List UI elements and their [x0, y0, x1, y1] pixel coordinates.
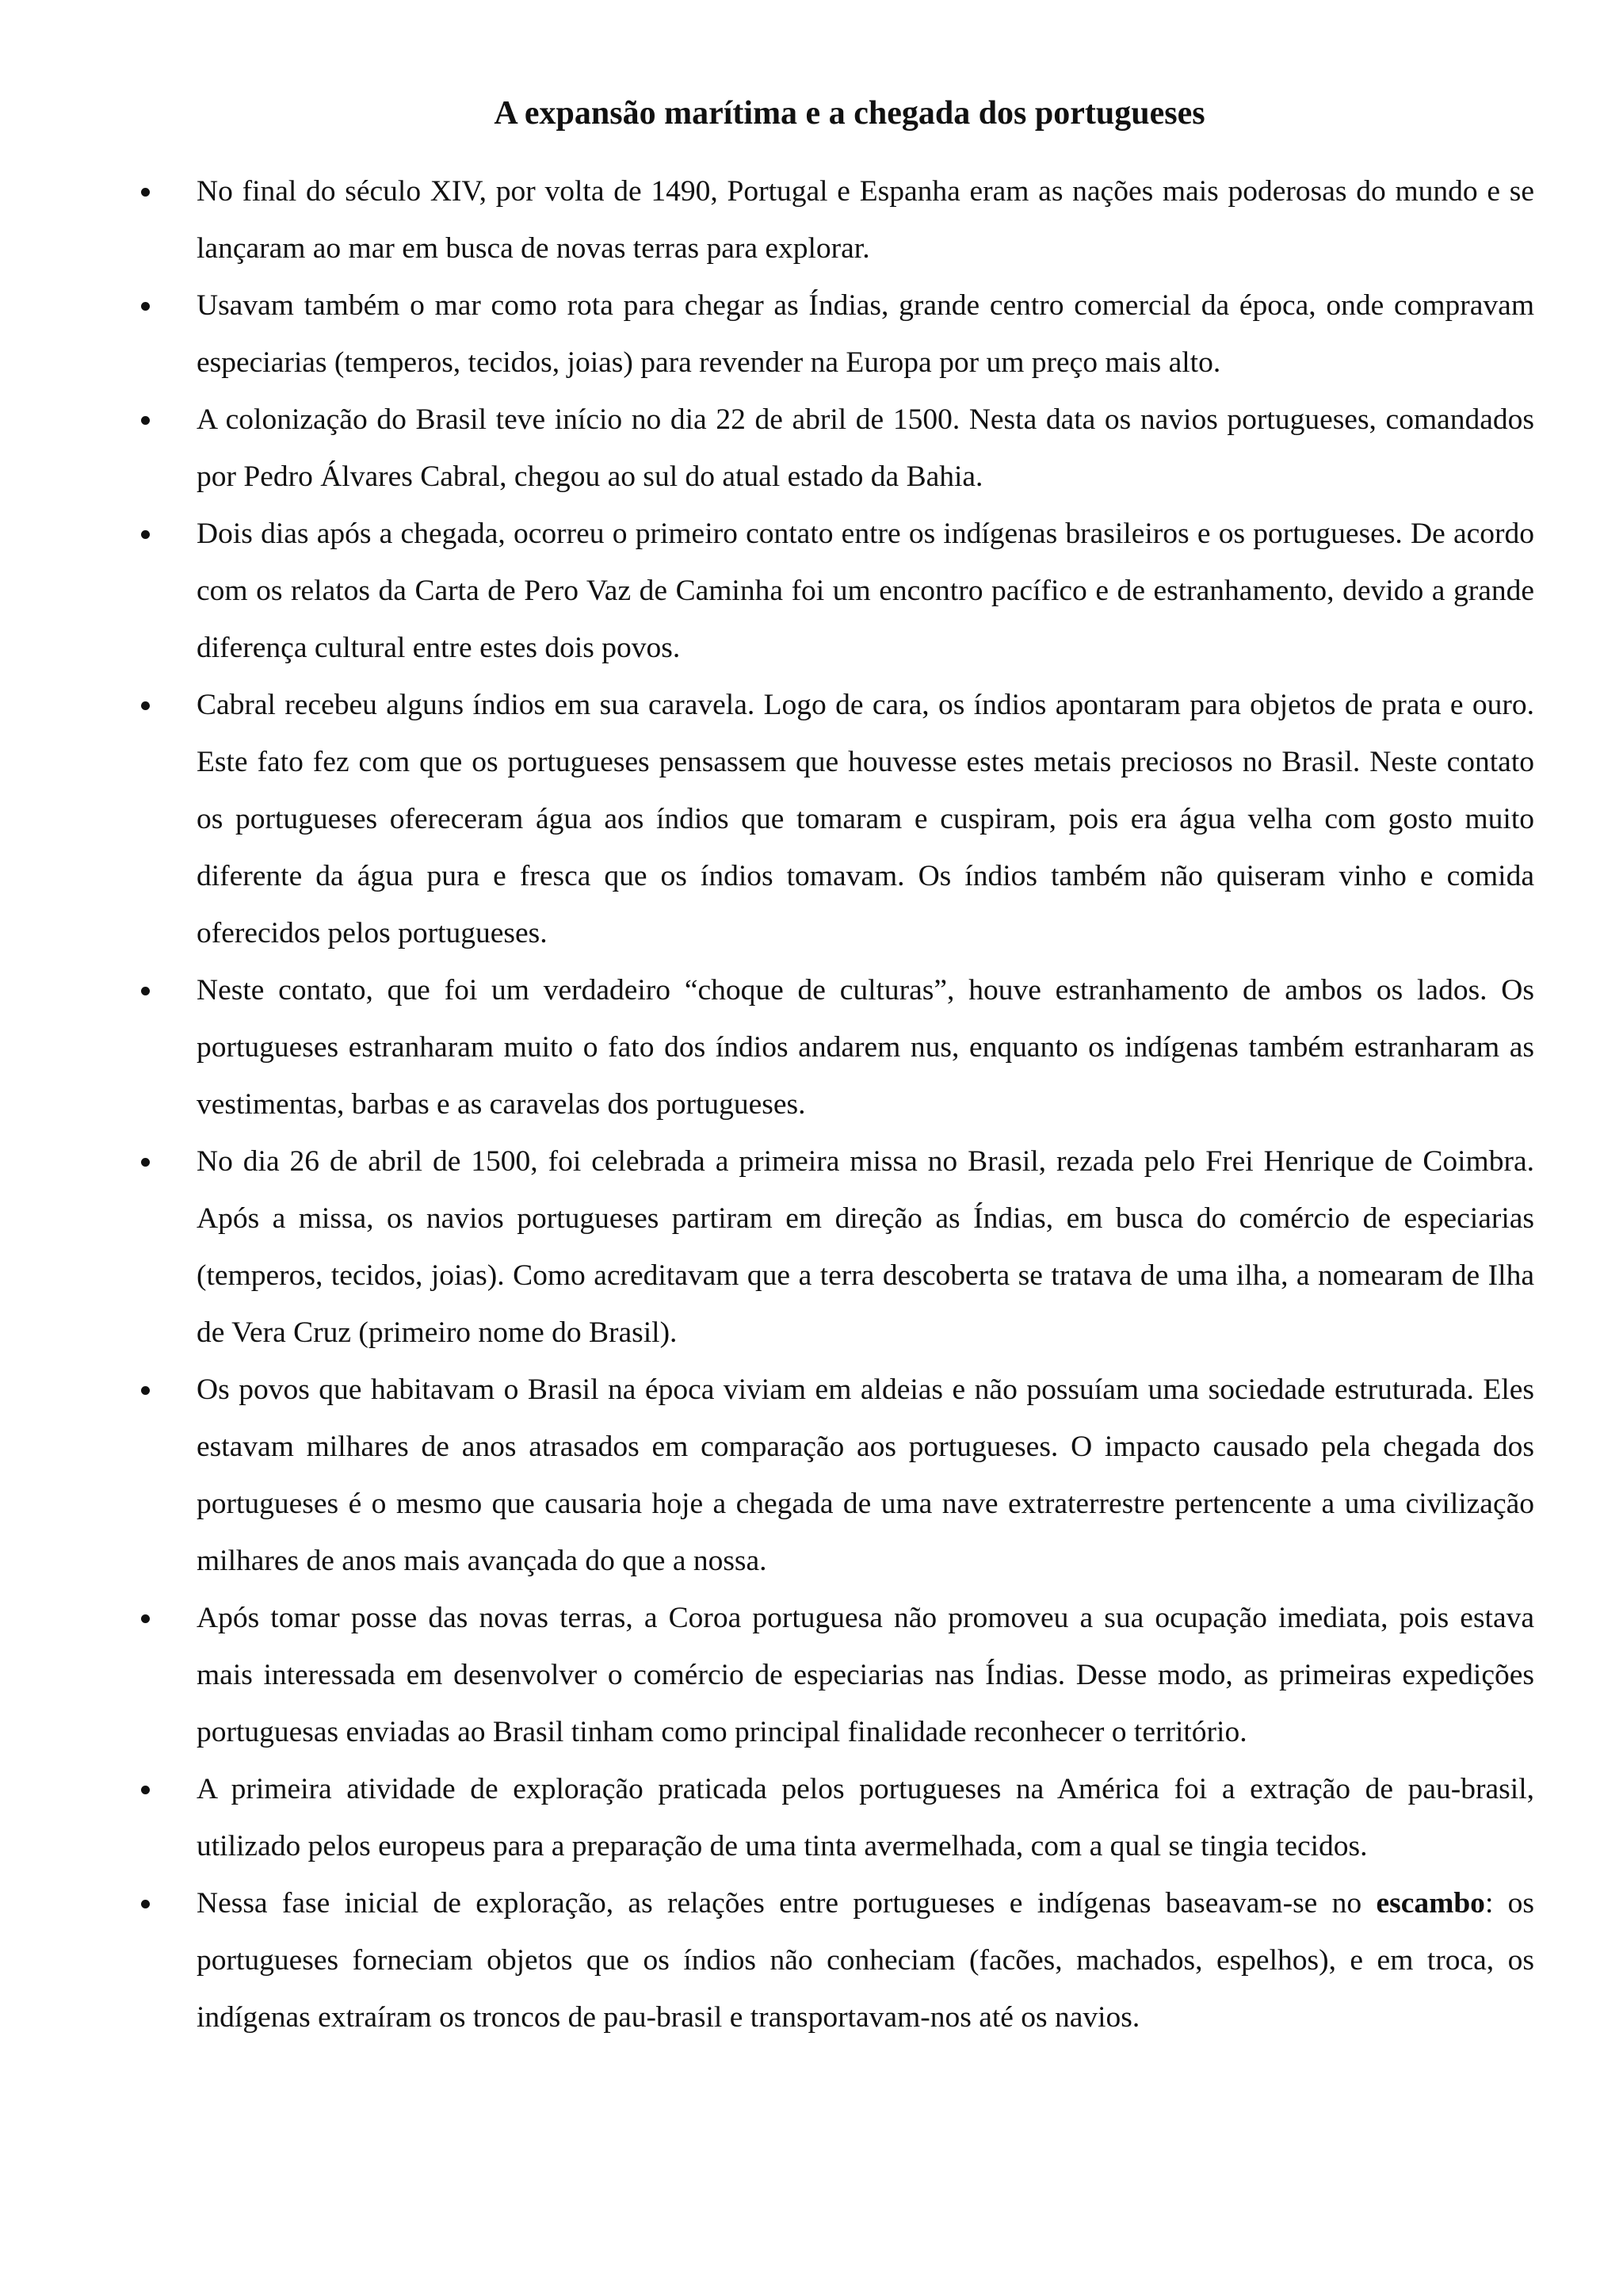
list-item [141, 506, 1534, 677]
list-item-text: A primeira atividade de exploração praticada pelos portugueses na América foi a extração de pau-brasil, utilizado pelos europeus para a preparação de uma tinta avermelhada, com a qual se tingia tecidos. [197, 1773, 1534, 1863]
list-item-text-before: Nessa fase inicial de exploração, as relações entre portugueses e indígenas baseavam-se no [197, 1887, 1377, 1920]
list-item [141, 1362, 1534, 1590]
list-item-text: Cabral recebeu alguns índios em sua caravela. Logo de cara, os índios apontaram para objetos de prata e ouro. Este fato fez com que os portugueses pensassem que houvesse estes metais preciosos no Brasil. Neste contato os portugueses ofereceram água aos índios que tomaram e cuspiram, pois era água velha com gosto muito diferente da água pura e fresca que os índios tomavam. Os índios também não quiseram vinho e comida oferecidos pelos portugueses. [197, 689, 1534, 950]
bullet-icon [141, 1386, 150, 1395]
list-item-text: Após tomar posse das novas terras, a Coroa portuguesa não promoveu a sua ocupação imediata, pois estava mais interessada em desenvolver o comércio de especiarias nas Índias. Desse modo, as primeiras expedições portuguesas enviadas ao Brasil tinham como principal finalidade reconhecer o território. [197, 1602, 1534, 1749]
list-item-text: Neste contato, que foi um verdadeiro “choque de culturas”, houve estranhamento de ambos os lados. Os portugueses estranharam muito o fato dos índios andarem nus, enquanto os indígenas também estranharam as vestimentas, barbas e as caravelas dos portugueses. [197, 974, 1534, 1121]
list-item-text: Dois dias após a chegada, ocorreu o primeiro contato entre os indígenas brasileiros e os portugueses. De acordo com os relatos da Carta de Pero Vaz de Caminha foi um encontro pacífico e de estranhamento, devido a grande diferença cultural entre estes dois povos. [197, 518, 1534, 665]
bullet-icon [141, 1900, 150, 1908]
list-item [141, 163, 1534, 277]
bullet-icon [141, 530, 150, 539]
list-item-text: A colonização do Brasil teve início no dia 22 de abril de 1500. Nesta data os navios portugueses, comandados por Pedro Álvares Cabral, chegou ao sul do atual estado da Bahia. [197, 403, 1534, 494]
list-item [141, 392, 1534, 506]
list-item [141, 1761, 1534, 1875]
list-item [141, 962, 1534, 1133]
bullet-icon [141, 302, 150, 311]
list-item [141, 1133, 1534, 1362]
list-item [141, 1590, 1534, 1761]
list-item [141, 677, 1534, 962]
list-item [141, 277, 1534, 392]
bullet-icon [141, 1158, 150, 1167]
bullet-icon [141, 987, 150, 995]
list-item-text: Usavam também o mar como rota para chegar as Índias, grande centro comercial da época, onde compravam especiarias (temperos, tecidos, joias) para revender na Europa por um preço mais alto. [197, 289, 1534, 380]
bullet-icon [141, 416, 150, 425]
bullet-icon [141, 1786, 150, 1794]
bullet-icon [141, 188, 150, 197]
bullet-icon [141, 1614, 150, 1623]
bullet-list [141, 163, 1534, 2046]
list-item-bold-term: escambo [1376, 1887, 1485, 1920]
list-item-text: No final do século XIV, por volta de 1490, Portugal e Espanha eram as nações mais poderosas do mundo e se lançaram ao mar em busca de novas terras para explorar. [197, 175, 1534, 266]
list-item-text-after: : os portugueses forneciam objetos que os índios não conheciam (facões, machados, espelhos), e em troca, os indígenas extraíram os troncos de pau-brasil e transportavam-nos até os navios. [197, 1887, 1535, 2034]
page-title: A expansão marítima e a chegada dos portugueses [494, 95, 1205, 132]
list-item [141, 1875, 1534, 2046]
list-item-text: Os povos que habitavam o Brasil na época viviam em aldeias e não possuíam uma sociedade estruturada. Eles estavam milhares de anos atrasados em comparação aos portugueses. O impacto causado pela chegada dos portugueses é o mesmo que causaria hoje a chegada de uma nave extraterrestre pertencente a uma civilização milhares de anos mais avançada do que a nossa. [197, 1373, 1534, 1578]
bullet-icon [141, 701, 150, 710]
list-item-text: No dia 26 de abril de 1500, foi celebrada a primeira missa no Brasil, rezada pelo Frei Henrique de Coimbra. Após a missa, os navios portugueses partiram em direção as Índias, em busca do comércio de especiarias (temperos, tecidos, joias). Como acreditavam que a terra descoberta se tratava de uma ilha, a nomearam de Ilha de Vera Cruz (primeiro nome do Brasil). [197, 1145, 1534, 1350]
